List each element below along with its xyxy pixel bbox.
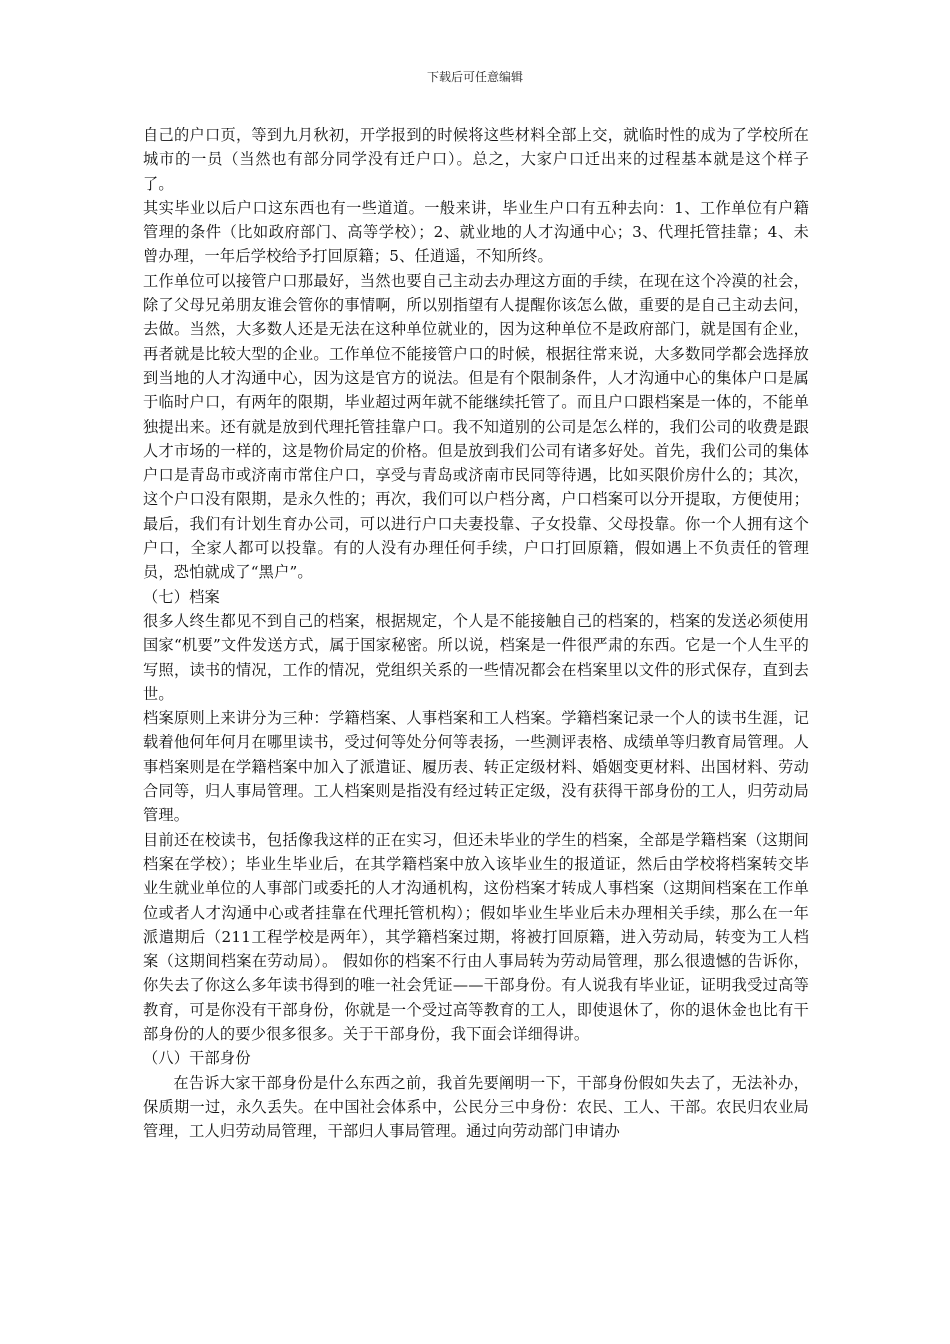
paragraph-work-unit-hukou: 工作单位可以接管户口那最好，当然也要自己主动去办理这方面的手续，在现在这个冷漠的社会，除了父母兄弟朋友谁会管你的事情啊，所以别指望有人提醒你该怎么做，重要的是自己主动去问，去做。当然，大多数人还是无法在这种单位就业的，因为这种单位不是政府部门，就是国有企业，再者就是比较大型的企业。工作单位不能接管户口的时候，根据往常来说，大多数同学都会选择放到当地的人才沟通中心，因为这是官方的说法。但是有个限制条件，人才沟通中心的集体户口是属于临时户口，有两年的限期，毕业超过两年就不能继续托管了。而且户口跟档案是一体的，不能单独提出来。还有就是放到代理托管挂靠户口。我不知道别的公司是怎么样的，我们公司的收费是跟人才市场的一样的，这是物价局定的价格。但是放到我们公司有诸多好处。首先，我们公司的集体户口是青岛市或济南市常住户口，享受与青岛或济南市民同等待遇，比如买限价房什么的；其次，这个户口没有限期，是永久性的；再次，我们可以户档分离，户口档案可以分开提取，方便使用；最后，我们有计划生育办公司，可以进行户口夫妻投靠、子女投靠、父母投靠。你一个人拥有这个户口，全家人都可以投靠。有的人没有办理任何手续，户口打回原籍，假如遇上不负责任的管理员，恐怕就成了“黑户”。 [143,271,809,582]
section-heading-archives: （七）档案 [143,587,220,606]
paragraph-archive-types: 档案原则上来讲分为三种：学籍档案、人事档案和工人档案。学籍档案记录一个人的读书生涯，记载着他何年何月在哪里读书，受过何等处分何等表扬，一些测评表格、成绩单等归教育局管理。人事档案则是在学籍档案中加入了派遣证、履历表、转正定级材料、婚姻变更材料、出国材料、劳动合同等，归人事局管理。工人档案则是指没有经过转正定级，没有获得干部身份的工人，归劳动局管理。 [143,709,809,825]
paragraph-cadre-status: 在告诉大家干部身份是什么东西之前，我首先要阐明一下，干部身份假如失去了，无法补办，保质期一过，永久丢失。在中国社会体系中，公民分三中身份：农民、工人、干部。农民归农业局管理，工人归劳动局管理，干部归人事局管理。通过向劳动部门申请办 [143,1073,809,1141]
section-heading-cadre-status: （八）干部身份 [143,1049,251,1068]
paragraph-hukou-destinations: 其实毕业以后户口这东西也有一些道道。一般来讲，毕业生户口有五种去向：1、工作单位有户籍管理的条件（比如政府部门、高等学校）；2、就业地的人才沟通中心；3、代理托管挂靠；4、未曾办理，一年后学校给予打回原籍；5、任逍遥，不知所终。 [143,198,809,266]
paragraph-archives-intro: 很多人终生都见不到自己的档案，根据规定，个人是不能接触自己的档案的，档案的发送必须使用国家“机要”文件发送方式，属于国家秘密。所以说，档案是一件很严肃的东西。它是一个人生平的写照，读书的情况，工作的情况，党组织关系的一些情况都会在档案里以文件的形式保存，直到去世。 [143,611,809,703]
document-body [143,123,809,1143]
paragraph-archive-status: 目前还在校读书，包括像我这样的正在实习，但还未毕业的学生的档案，全部是学籍档案（这期间档案在学校）；毕业生毕业后，在其学籍档案中放入该毕业生的报道证，然后由学校将档案转交毕业生就业单位的人事部门或委托的人才沟通机构，这份档案才转成人事档案（这期间档案在工作单位或者人才沟通中心或者挂靠在代理托管机构）；假如毕业生毕业后未办理相关手续，那么在一年派遣期后（211工程学校是两年），其学籍档案过期，将被打回原籍，进入劳动局，转变为工人档案（这期间档案在劳动局）。 假如你的档案不行由人事局转为劳动局管理，那么很遗憾的告诉你，你失去了你这么多年读书得到的唯一社会凭证——干部身份。有人说我有毕业证，证明我受过高等教育，可是你没有干部身份，你就是一个受过高等教育的工人，即使退休了，你的退休金也比有干部身份的人的要少很多很多。关于干部身份，我下面会详细得讲。 [143,830,809,1043]
page-header: 下载后可任意编辑 [426,70,523,84]
paragraph-hukou-transfer: 自己的户口页，等到九月秋初，开学报到的时候将这些材料全部上交，就临时性的成为了学校所在城市的一员（当然也有部分同学没有迁户口）。总之，大家户口迁出来的过程基本就是这个样子了。 [143,126,809,193]
